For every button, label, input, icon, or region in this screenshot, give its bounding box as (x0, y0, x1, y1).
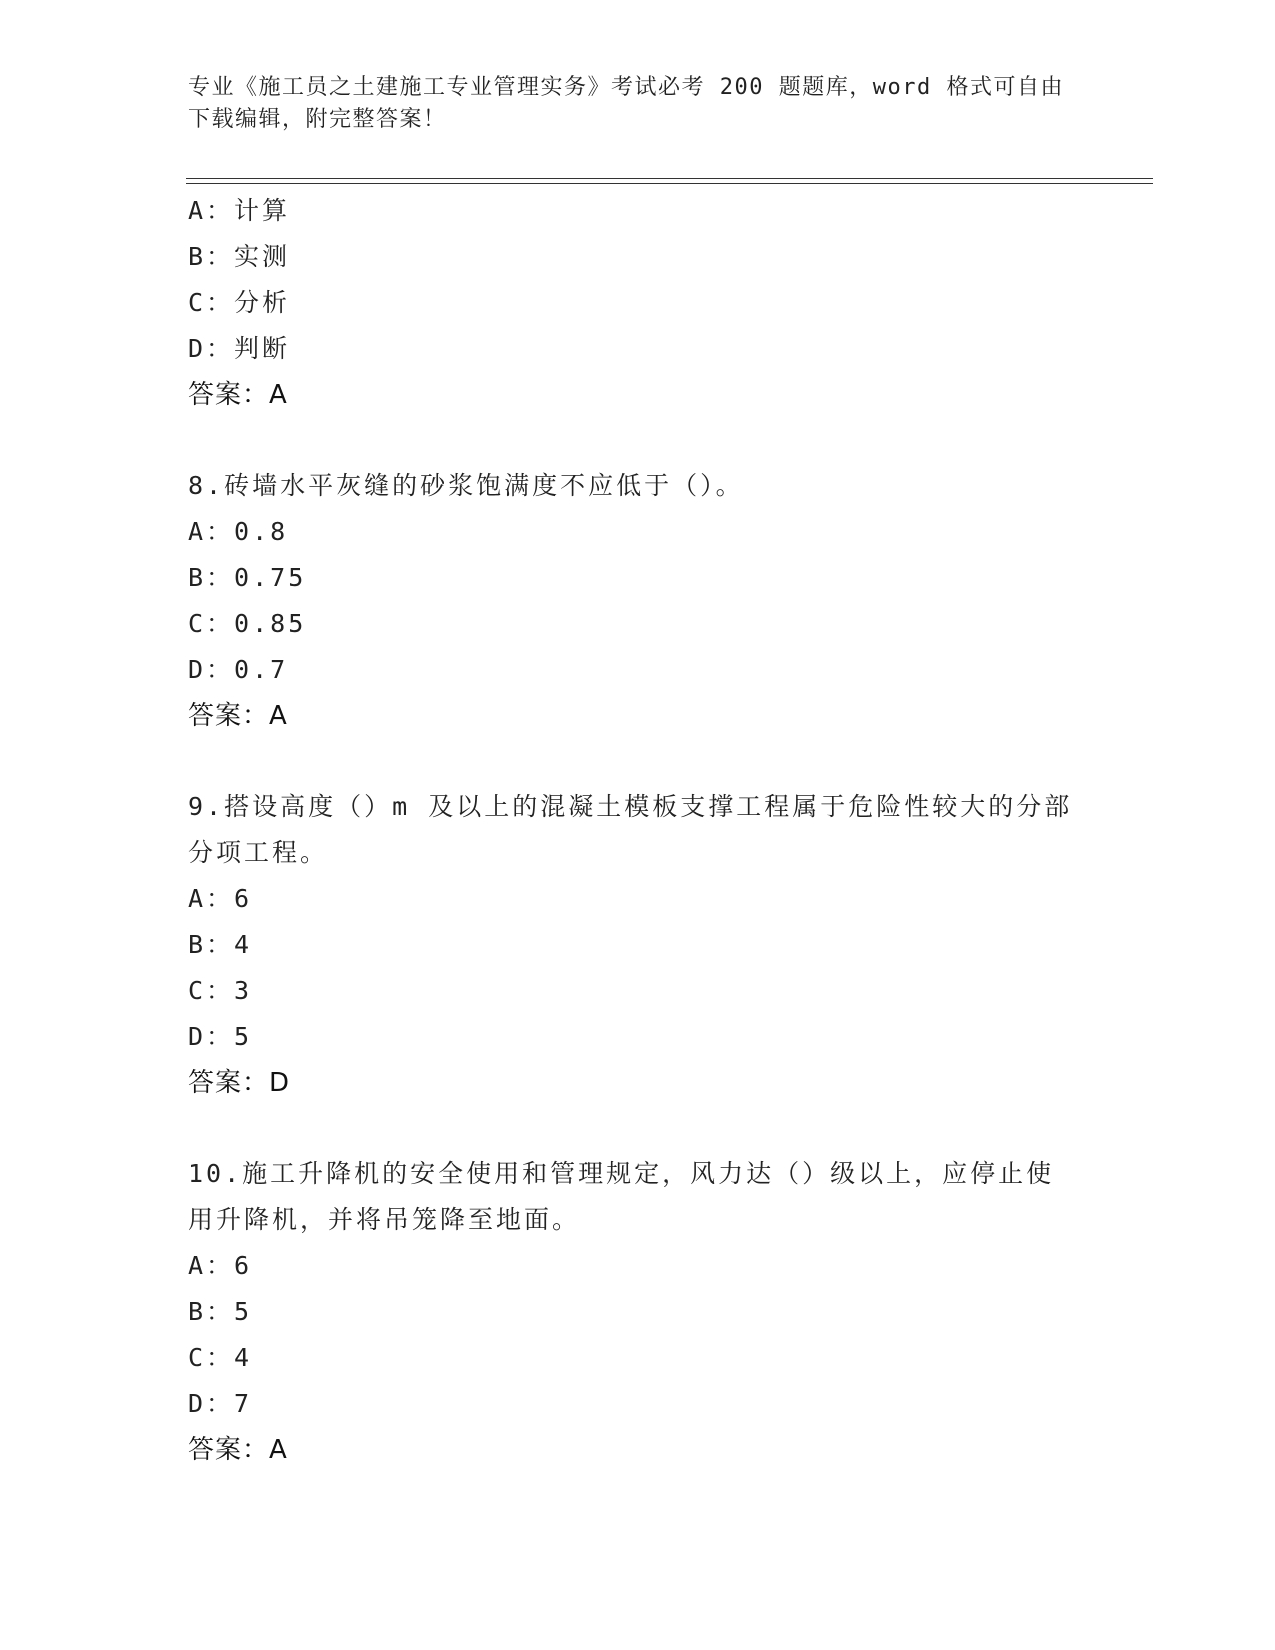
question-block-10 (188, 1151, 1088, 1473)
spacer (188, 418, 1088, 463)
option-c: C：3 (188, 976, 253, 1005)
option-d: D：0.7 (188, 655, 289, 684)
option-d: D：判断 (188, 334, 291, 363)
answer-line: 答案：D (188, 1068, 291, 1098)
option-c: C：4 (188, 1343, 253, 1372)
header-line-1: 专业《施工员之土建施工专业管理实务》考试必考 200 题题库，word 格式可自由 (188, 75, 1064, 100)
option-b: B：0.75 (188, 563, 307, 592)
header-line-2: 下载编辑，附完整答案！ (188, 107, 447, 132)
question-block-9 (188, 784, 1088, 1106)
option-d: D：7 (188, 1389, 253, 1418)
spacer (188, 1106, 1088, 1151)
question-text-line-1: 10.施工升降机的安全使用和管理规定，风力达（）级以上，应停止使 (188, 1159, 1055, 1188)
answer-line: 答案：A (188, 1435, 288, 1465)
question-text-line-1: 9.搭设高度（）m 及以上的混凝土模板支撑工程属于危险性较大的分部 (188, 792, 1073, 821)
answer-line: 答案：A (188, 380, 288, 410)
question-text-line-2: 用升降机，并将吊笼降至地面。 (188, 1205, 581, 1234)
spacer (188, 739, 1088, 784)
question-block-7 (188, 188, 1088, 418)
header-divider-top (186, 178, 1153, 179)
option-a: A：6 (188, 884, 253, 913)
option-b: B：4 (188, 930, 253, 959)
answer-line: 答案：A (188, 701, 288, 731)
option-c: C：0.85 (188, 609, 307, 638)
option-b: B：实测 (188, 242, 291, 271)
option-a: A：6 (188, 1251, 253, 1280)
question-block-8 (188, 463, 1088, 739)
option-a: A：计算 (188, 196, 291, 225)
question-text: 8.砖墙水平灰缝的砂浆饱满度不应低于（）。 (188, 471, 744, 500)
header-divider-bottom (186, 183, 1153, 184)
question-text-line-2: 分项工程。 (188, 838, 329, 867)
option-c: C：分析 (188, 288, 291, 317)
question-list (188, 188, 1088, 1473)
option-a: A：0.8 (188, 517, 289, 546)
option-d: D：5 (188, 1022, 253, 1051)
document-header (188, 72, 1068, 136)
option-b: B：5 (188, 1297, 253, 1326)
